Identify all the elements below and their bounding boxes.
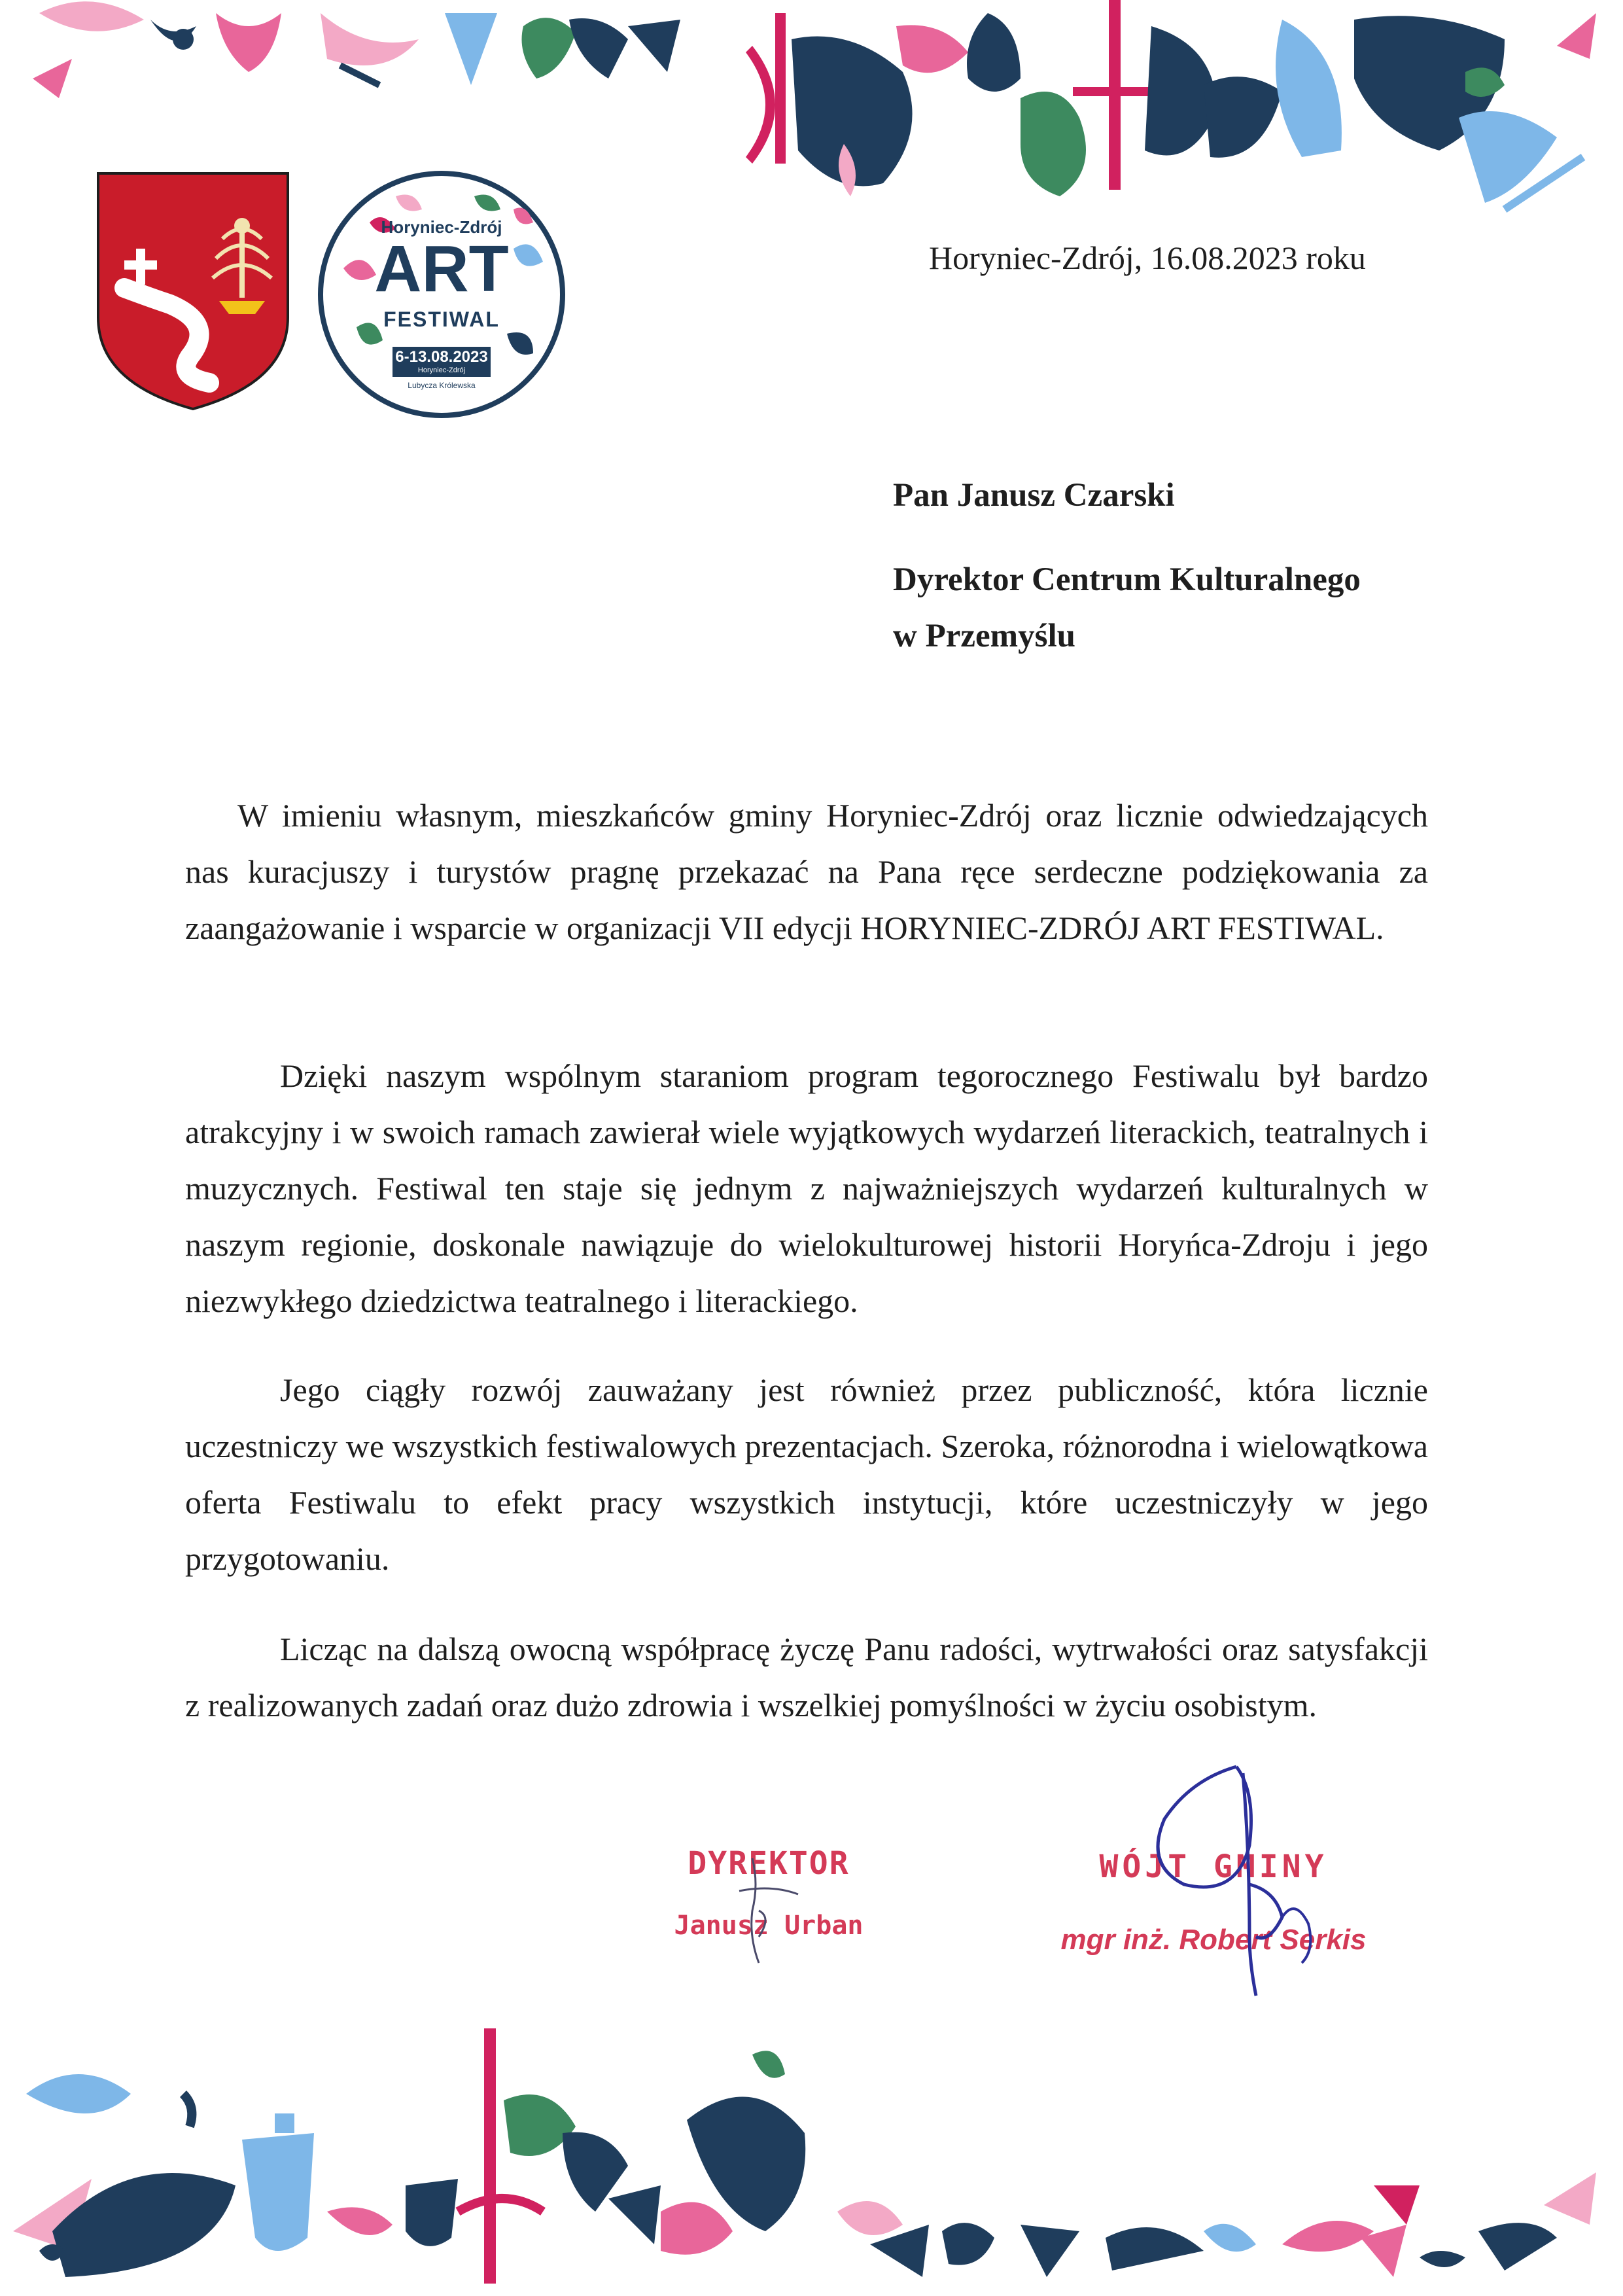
body-paragraph-4: Licząc na dalszą owocną współpracę życzę Panu radości, wytrwałości oraz satysfakcji z realizowanych zadań oraz dużo zdrowia i wszelkiej pomyślności w życiu osobistym. — [185, 1631, 1428, 1723]
festival-logo-dates: 6-13.08.2023 — [395, 348, 488, 366]
date-line: Horyniec-Zdrój, 16.08.2023 roku — [929, 239, 1366, 276]
festival-logo-festiwal: FESTIWAL — [383, 308, 500, 331]
recipient-title: Dyrektor Centrum Kulturalnego — [893, 561, 1361, 598]
body-paragraph-1: W imieniu własnym, mieszkańców gminy Horyniec-Zdrój oraz licznie odwiedzających nas kuracjuszy i turystów pragnę przekazać na Pana ręce serdeczne podziękowania za zaangażowanie i wsparcie w organizacji VII edycji HORYNIEC-ZDRÓJ ART FESTIWAL. — [185, 797, 1428, 946]
festival-logo-top-text: Horyniec-Zdrój — [381, 217, 502, 237]
bottom-floral-border — [0, 2015, 1623, 2296]
festival-logo-line1: Horyniec-Zdrój — [417, 366, 466, 374]
body-paragraph-2: Dzięki naszym wspólnym staraniom program tegorocznego Festiwalu był bardzo atrakcyjny i w swoich ramach zawierał wiele wyjątkowych wydarzeń literackich, teatralnych i muzycznych. Festiwal ten staje się jednym z najważniejszych wydarzeń kulturalnych w naszym regionie, doskonale nawiązuje do wielokulturowej historii Horyńca-Zdroju i jego niezwykłego dziedzictwa teatralnego i literackiego. — [185, 1057, 1428, 1319]
director-stamp-name: Janusz Urban — [674, 1911, 864, 1941]
director-signature-icon — [661, 1845, 877, 1976]
wojt-signature-icon — [1086, 1754, 1387, 2002]
festival-logo-line2: Lubycza Królewska — [408, 381, 476, 390]
wojt-stamp-name: mgr inż. Robert Serkis — [1060, 1924, 1367, 1956]
director-stamp-title: DYREKTOR — [688, 1845, 850, 1882]
wojt-stamp-title: WÓJT GMINY — [1099, 1848, 1328, 1885]
coat-of-arms-icon — [92, 167, 294, 415]
festival-logo — [317, 170, 566, 419]
recipient-name: Pan Janusz Czarski — [893, 477, 1175, 514]
body-paragraph-3: Jego ciągły rozwój zauważany jest również przez publiczność, która licznie uczestniczy we wszystkich festiwalowych prezentacjach. Szeroka, różnorodna i wielowątkowa oferta Festiwalu to efekt pracy wszystkich instytucji, które uczestniczyły w jego przygotowaniu. — [185, 1371, 1428, 1577]
festival-logo-art: ART — [374, 232, 509, 306]
recipient-place: w Przemyślu — [893, 618, 1076, 654]
